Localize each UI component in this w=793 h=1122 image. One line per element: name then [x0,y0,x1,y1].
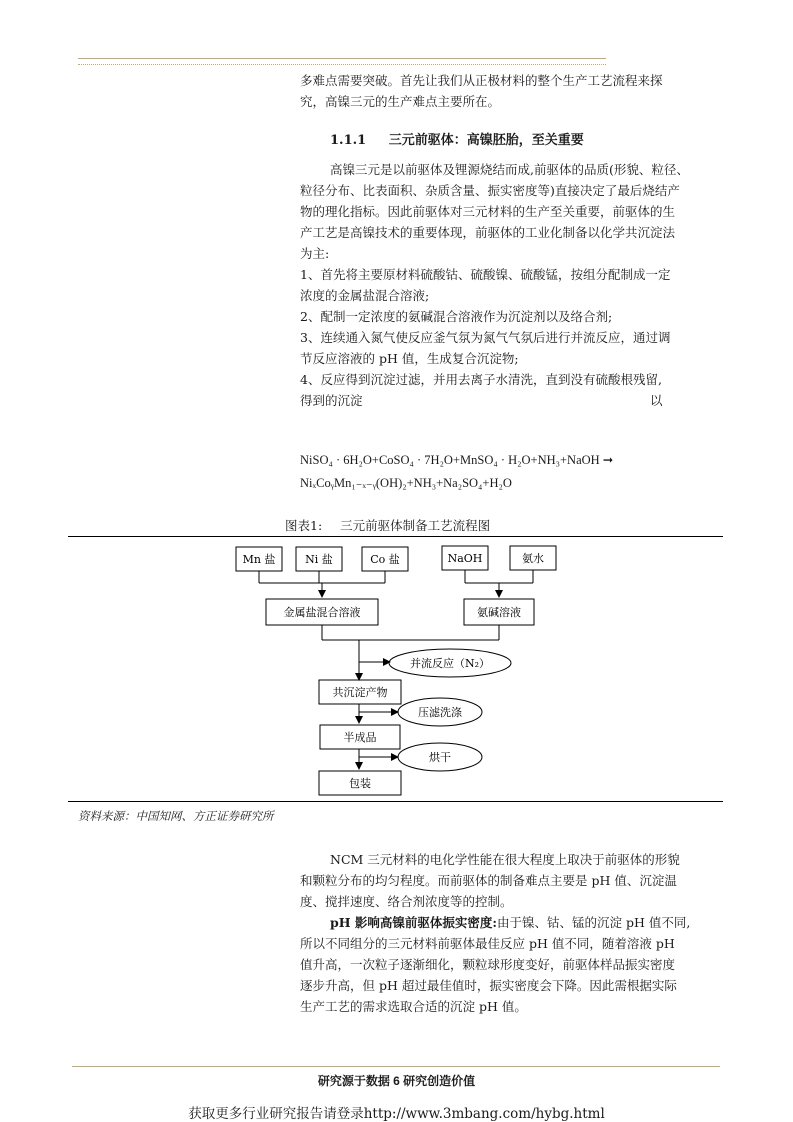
footer-slogan: 研究源于数据 6 研究创造价值 [317,1074,476,1088]
header-rule [78,58,606,59]
footer-rule [72,1066,720,1067]
para1-line: 为主: [300,246,330,261]
intro-line-2: 究，高镍三元的生产难点主要所在。 [300,94,501,109]
ellipse-reaction-label: 并流反应（N₂） [409,657,491,670]
box-co-label: Co 盐 [370,553,400,566]
para2-line: NCM 三元材料的电化学性能在很大程度上取决于前驱体的形貌 [330,852,680,867]
section-number: 1.1.1 [330,133,367,148]
para1-line: 4、反应得到沉淀过滤，并用去离子水清洗，直到没有硫酸根残留, [300,372,662,387]
para2-line: 和颗粒分布的均匀程度。而前驱体的制备难点主要是 pH 值、沉淀温 [300,873,677,888]
para1-line: 3、连续通入氮气使反应釜气氛为氮气气氛后进行并流反应，通过调 [300,330,671,345]
flowchart [0,537,793,801]
formula-line-2: NiₓCoᵧMn₁₋ₓ₋ᵧ(OH)₂+NH₃+Na₂SO₄+H₂O [300,476,512,490]
para1-line: 产工艺是高镍技术的重要体现，前驱体的工业化制备以化学共沉淀法 [300,225,676,240]
box-ammonia-alkali-label: 氨碱溶液 [477,606,521,619]
para3-first-line [330,913,690,931]
para3-line: 所以不同组分的三元材料前驱体最佳反应 pH 值不同，随着溶液 pH [300,936,675,951]
header-rule-dotted [78,64,606,65]
para1-line: 浓度的金属盐混合溶液; [300,288,430,303]
box-mn-label: Mn 盐 [242,553,276,566]
source-note: 资料来源：中国知网、方正证券研究所 [78,809,274,823]
para1-line: 2、配制一定浓度的氨碱混合溶液作为沉淀剂以及络合剂; [300,309,613,324]
para3-bold-lead: pH 影响高镍前驱体振实密度: [330,915,498,930]
para1-line: 高镍三元是以前驱体及锂源烧结而成,前驱体的品质(形貌、粒径、 [330,162,689,177]
box-semi-label: 半成品 [343,731,377,744]
para1-line: 粒径分布、比表面积、杂质含量、振实密度等)直接决定了最后烧结产 [300,183,680,198]
para3-line: 值升高，一次粒子逐渐细化，颗粒球形度变好，前驱体样品振实密度 [300,957,676,972]
figure-title [285,516,490,534]
section-heading [330,129,584,148]
para3-line: 生产工艺的需求选取合适的沉淀 pH 值。 [300,999,527,1014]
formula-line-1: NiSO₄ · 6H₂O+CoSO₄ · 7H₂O+MnSO₄ · H₂O+NH₃+NaOH ➞ [300,453,614,467]
para1-last-right: 以 [650,393,663,408]
box-ammonia-label: 氨水 [522,552,544,565]
section-title: 三元前驱体：高镍胚胎，至关重要 [388,133,584,148]
box-metal-mix-label: 金属盐混合溶液 [283,606,361,619]
figure-bottom-rule [68,801,723,802]
ellipse-filter-label: 压滤洗涤 [418,706,462,719]
box-naoh-label: NaOH [447,552,483,565]
para1-last-left: 得到的沉淀 [300,393,363,408]
para1-line: 物的理化指标。因此前驱体对三元材料的生产至关重要，前驱体的生 [300,204,676,219]
box-ni-label: Ni 盐 [305,553,333,566]
para3-lead-rest: 由于镍、钴、锰的沉淀 pH 值不同, [497,915,691,930]
para1-line: 节反应溶液的 pH 值，生成复合沉淀物; [300,351,519,366]
box-coprecip-label: 共沉淀产物 [332,686,388,699]
para3-line: 逐步升高，但 pH 超过最佳值时，振实密度会下降。因此需根据实际 [300,978,677,993]
para2-line: 度、搅拌速度、络合剂浓度等的控制。 [300,894,513,909]
para1-line: 1、首先将主要原材料硫酸钴、硫酸镍、硫酸锰，按组分配制成一定 [300,267,671,282]
figure-caption: 三元前驱体制备工艺流程图 [340,518,491,533]
intro-line-1: 多难点需要突破。首先让我们从正极材料的整个生产工艺流程来探 [300,73,663,88]
figure-label: 图表1: [285,518,323,533]
ellipse-dry-label: 烘干 [429,751,451,764]
box-pack-label: 包装 [349,777,371,790]
footer-download-link[interactable]: 获取更多行业研究报告请登录http://www.3mbang.com/hybg.html [188,1106,605,1122]
